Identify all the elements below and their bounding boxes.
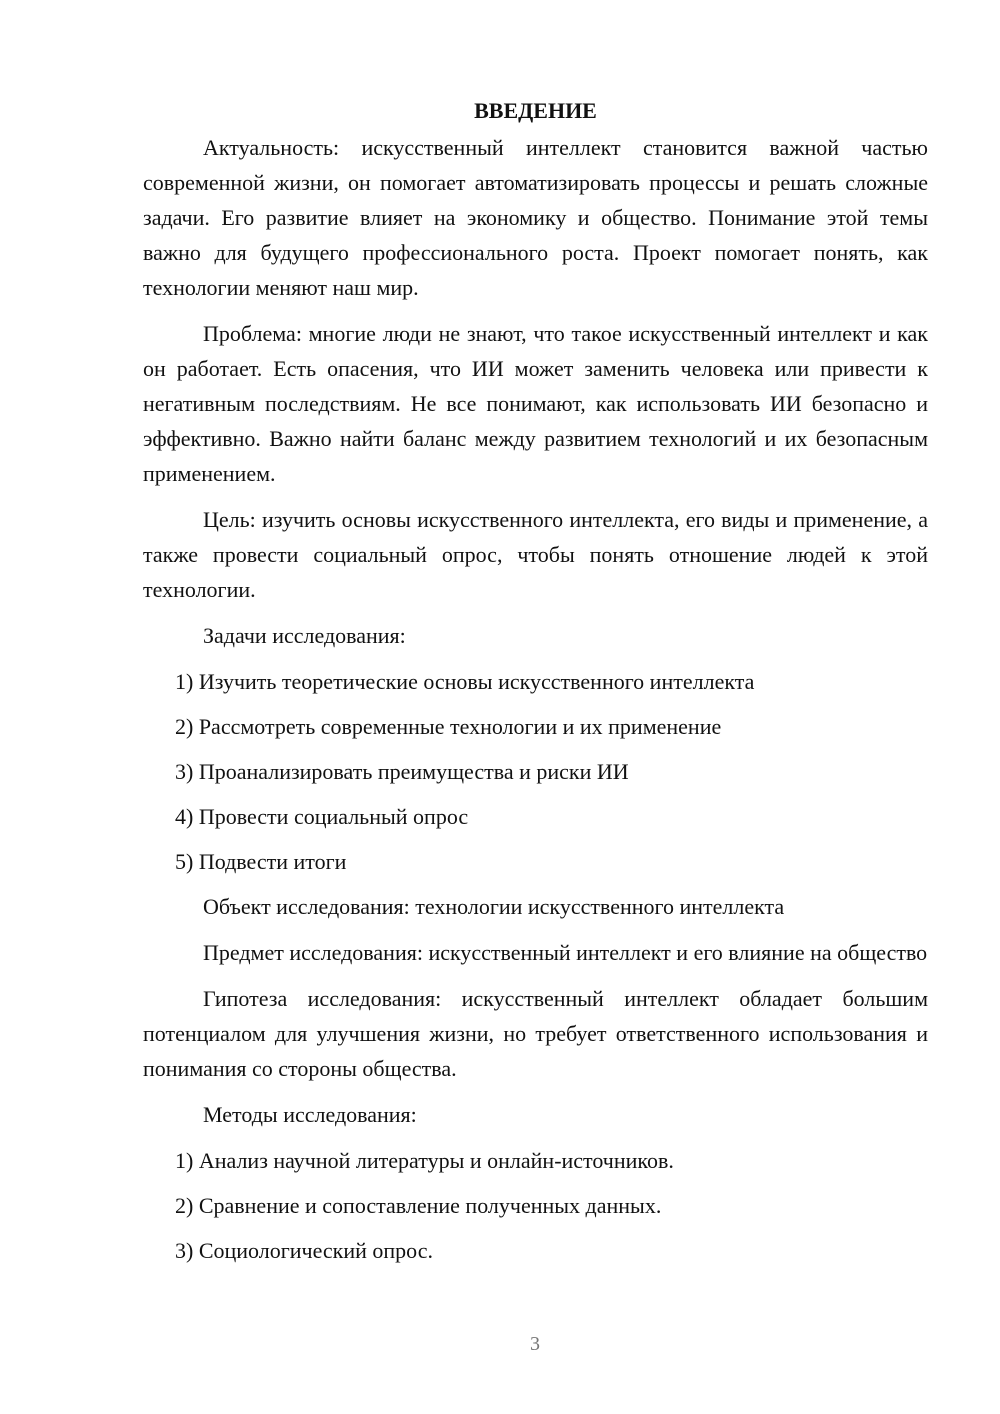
list-item: 2) Сравнение и сопоставление полученных данных. [175,1193,662,1218]
page-title: ВВЕДЕНИЕ [474,98,597,123]
page-number: 3 [530,1333,540,1355]
methods-list [143,1143,928,1268]
tasks-list [143,664,928,879]
list-item: 5) Подвести итоги [175,849,347,874]
object-paragraph: Объект исследования: технологии искусственного интеллекта [203,894,785,919]
document-page [143,92,928,1278]
hypothesis-paragraph: Гипотеза исследования: искусственный интеллект обладает большим потенциалом для улучшения жизни, но требует ответственного использования и понимания со стороны общества. [143,986,928,1081]
methods-title: Методы исследования: [203,1102,417,1127]
list-item: 1) Анализ научной литературы и онлайн-источников. [175,1148,674,1173]
subject-paragraph: Предмет исследования: искусственный интеллект и его влияние на общество [203,940,928,965]
problem-paragraph: Проблема: многие люди не знают, что такое искусственный интеллект и как он работает. Есть опасения, что ИИ может заменить человека или привести к негативным последствиям. Не все понимают, как использовать ИИ безопасно и эффективно. Важно найти баланс между развитием технологий и их безопасным применением. [143,321,928,486]
list-item: 3) Проанализировать преимущества и риски ИИ [175,759,629,784]
tasks-title: Задачи исследования: [203,623,406,648]
list-item: 2) Рассмотреть современные технологии и их применение [175,714,722,739]
list-item: 1) Изучить теоретические основы искусственного интеллекта [175,669,755,694]
list-item: 4) Провести социальный опрос [175,804,469,829]
relevance-paragraph: Актуальность: искусственный интеллект становится важной частью современной жизни, он помогает автоматизировать процессы и решать сложные задачи. Его развитие влияет на экономику и общество. Понимание этой темы важно для будущего профессионального роста. Проект помогает понять, как технологии меняют наш мир. [143,135,928,300]
list-item: 3) Социологический опрос. [175,1238,433,1263]
goal-paragraph: Цель: изучить основы искусственного интеллекта, его виды и применение, а также провести социальный опрос, чтобы понять отношение людей к этой технологии. [143,507,928,602]
